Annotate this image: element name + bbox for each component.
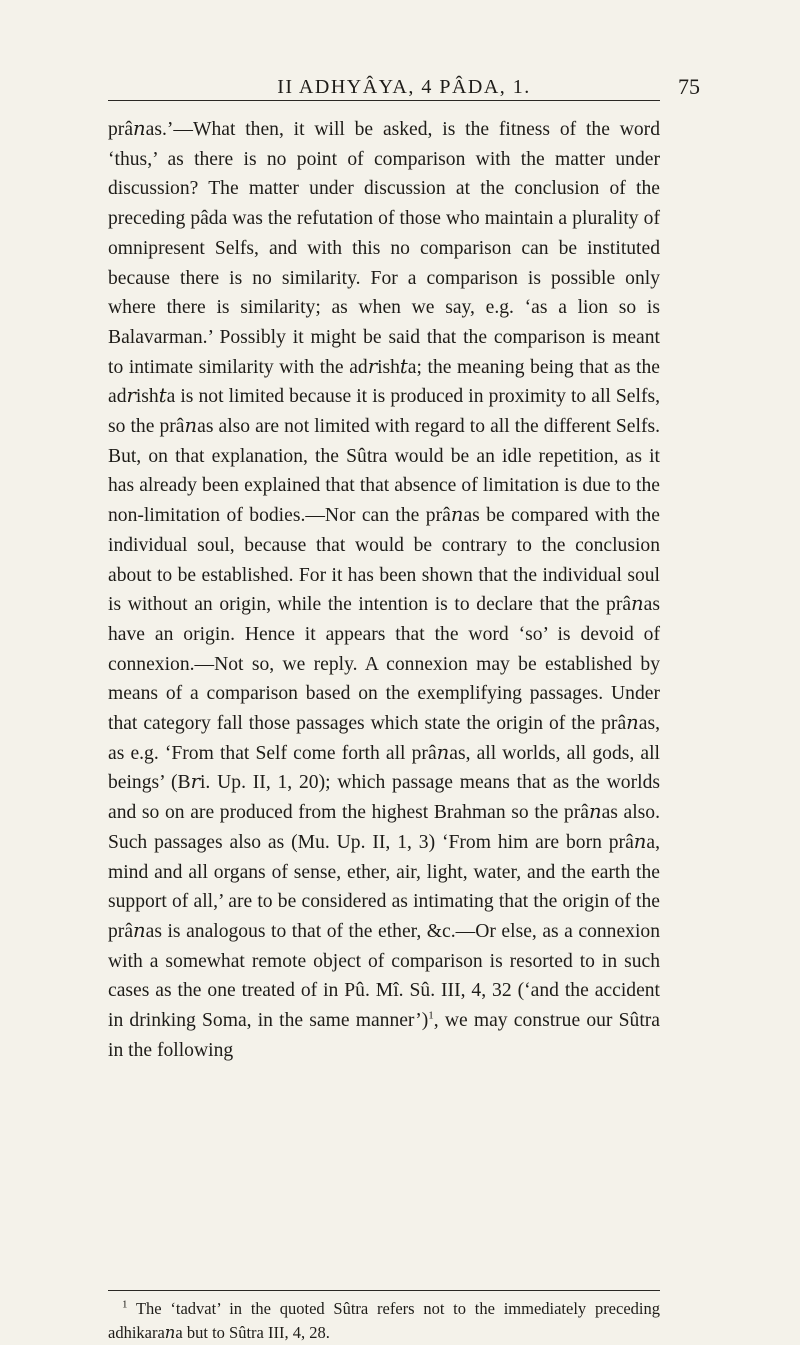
footnote-rule [108, 1290, 660, 1291]
running-title: II ADHYÂYA, 4 PÂDA, 1. [277, 76, 531, 98]
header-rule [108, 100, 660, 101]
paragraph-text: prâ𝑛as.’—What then, it will be asked, is the fitness of the word ‘thus,’ as there is no point of comparison with the matter under discussion? The matter under discussion at the conclusion of the preceding pâda was the refutation of those who maintain a plurality of omnipresent Selfs, and with this no comparison can be instituted because there is no similarity. For a comparison is possible only where there is similarity; as when we say, e.g. ‘as a lion so is Balavarman.’ Possibly it might be said that the comparison is meant to intimate similarity with the ad𝑟ish𝑡a; the meaning being that as the ad𝑟ish𝑡a is not limited because it is produced in proximity to all Selfs, so the prâ𝑛as also are not limited with regard to all the different Selfs. But, on that explanation, the Sûtra would be an idle repetition, as it has already been explained that that absence of limitation is due to the non-limitation of bodies.—Nor can the prâ𝑛as be compared with the individual soul, because that would be contrary to the conclusion about to be established. For it has been shown that the individual soul is without an origin, while the intention is to declare that the prâ𝑛as have an origin. Hence it appears that the word ‘so’ is devoid of connexion.—Not so, we reply. A connexion may be established by means of a comparison based on the exemplifying passages. Under that category fall those passages which state the origin of the prâ𝑛as, as e.g. ‘From that Self come forth all prâ𝑛as, all worlds, all gods, all beings’ (B𝑟i. Up. II, 1, 20); which passage means that as the worlds and so on are produced from the highest Brahman so the prâ𝑛as also. Such passages also as (Mu. Up. II, 1, 3) ‘From him are born prâ𝑛a, mind and all organs of sense, ether, air, light, water, and the earth the support of all,’ are to be considered as intimating that the origin of the prâ𝑛as is analogous to that of the ether, &c.—Or else, as a connexion with a somewhat remote object of comparison is resorted to in such cases as the one treated of in Pû. Mî. Sû. III, 4, 32 (‘and the accident in drinking Soma, in the same manner’) [108, 119, 660, 1032]
paragraph-tail: , we may construe our Sûtra in the following [108, 1010, 661, 1061]
page-number: 75 [678, 74, 700, 99]
running-head [108, 76, 700, 106]
main-text [108, 115, 660, 1066]
footnote-reference: 1 [428, 1009, 434, 1022]
footnote-text: The ‘tadvat’ in the quoted Sûtra refers not to the immediately preceding adhikara𝑛a but to Sûtra III, 4, 28. [108, 1299, 660, 1342]
footnote-marker: 1 [122, 1298, 128, 1311]
body-paragraph [108, 115, 660, 1066]
